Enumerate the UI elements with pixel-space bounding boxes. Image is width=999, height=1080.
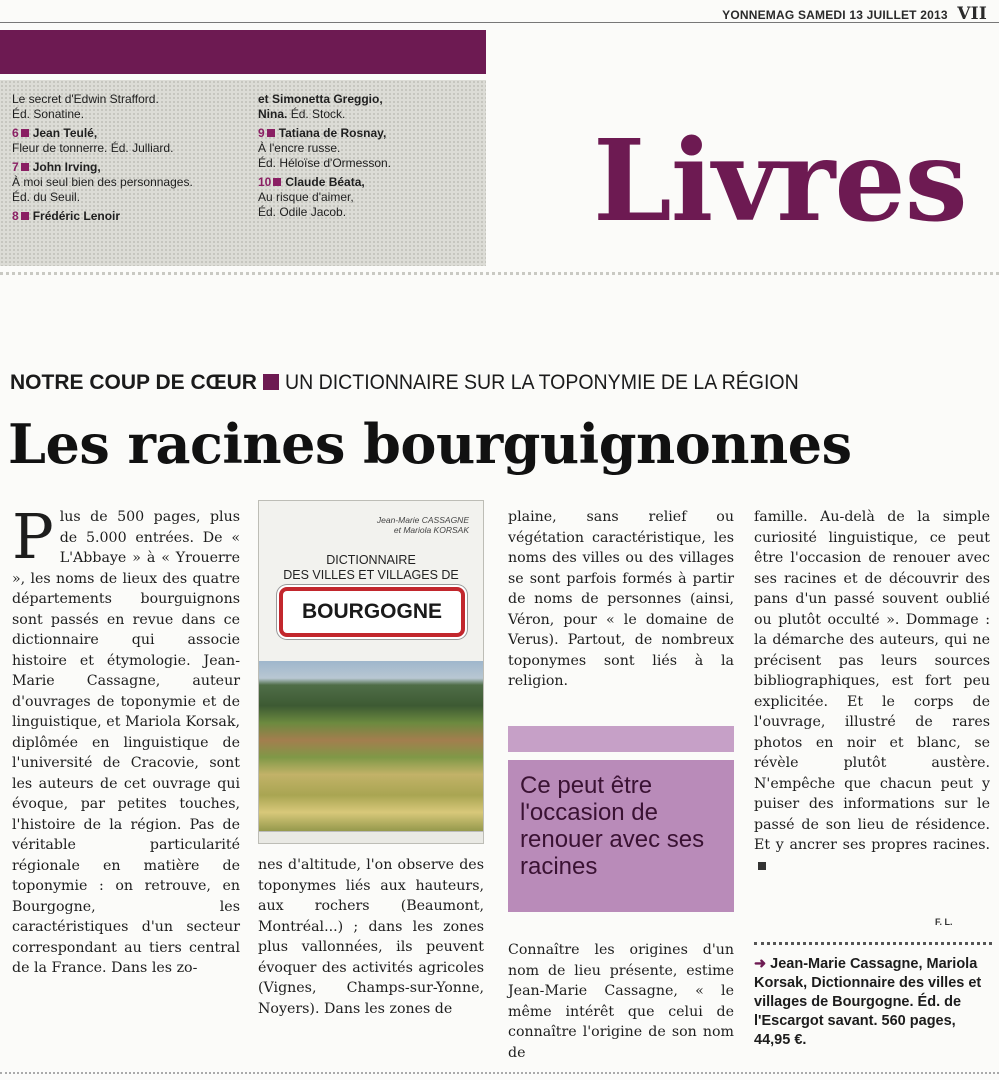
bestseller-rank: 7 (12, 160, 19, 174)
cover-footer-strip (259, 831, 484, 843)
bestseller-publisher: Éd. Julliard. (110, 141, 174, 155)
bestseller-entry (12, 209, 242, 224)
bestseller-column-2 (258, 92, 480, 224)
article-column-2: nes d'altitude, l'on observe des toponymes liés aux hauteurs, aux rochers (Beaumont, Montréal...) ; dans les zones plus vallonnées, ils peuvent évoquer des activités agricoles (Vignes, Champs-sur-Yonne, Noyers). Dans les zones de (258, 857, 484, 1017)
book-cover-title (259, 553, 483, 583)
bestseller-column-1 (12, 92, 242, 228)
bestseller-author: Claude Béata, (285, 175, 365, 189)
bestseller-title: À l'encre russe. (258, 141, 341, 155)
article-text: famille. Au-delà de la simple curiosité linguistique, ce peut être l'occasion de renouer avec ses racines et de découvrir des pans d'un passé souvent oublié ou plutôt occulté ». Dommage : la démarche des auteurs, qui ne précisent pas leurs sources bibliographiques, est fort peu explicitée. Et le corps de l'ouvrage, illustré de rares photos en noir et blanc, se révèle plutôt austère. N'empêche que chacun peut y puiser des informations sur le passé de son lieu de résidence. Et y ancrer ses propres racines. (754, 509, 990, 853)
pullquote-strip (508, 726, 734, 752)
section-color-bar (0, 30, 486, 74)
kicker-square-icon (263, 374, 279, 390)
running-header (722, 4, 987, 24)
rank-square-icon (21, 129, 29, 137)
bestseller-entry (258, 126, 480, 171)
section-title: Livres (593, 116, 967, 247)
bestseller-author: John Irving, (32, 160, 101, 174)
article-headline: Les racines bourguignonnes (8, 412, 852, 476)
bestseller-rank: 10 (258, 175, 272, 189)
bestseller-entry (12, 160, 242, 205)
bestseller-box (0, 80, 486, 266)
bestseller-entry (258, 92, 480, 122)
book-credit (754, 955, 992, 1050)
publication-name: YONNEMAG (722, 8, 795, 22)
article-column-4 (754, 507, 990, 876)
bestseller-author: Frédéric Lenoir (32, 209, 121, 223)
bestseller-title: Fleur de tonnerre. (12, 141, 108, 155)
book-cover-authors (377, 515, 469, 535)
bestseller-entry (12, 126, 242, 156)
bestseller-publisher: Éd. Héloïse d'Ormesson. (258, 156, 392, 170)
cover-author-1: Jean-Marie CASSAGNE (376, 515, 469, 525)
header-rule (0, 22, 999, 23)
cover-title-line-2: DES VILLES ET VILLAGES DE (283, 568, 459, 582)
bestseller-title: Le secret d'Edwin Strafford. (12, 92, 159, 106)
bestseller-publisher: Éd. Odile Jacob. (258, 205, 347, 219)
bestseller-title: Au risque d'aimer, (258, 190, 354, 204)
bestseller-rank: 8 (12, 209, 19, 223)
arrow-right-icon: ➜ (754, 956, 767, 972)
credit-text: Jean-Marie Cassagne, Mariola Korsak, Dictionnaire des villes et villages de Bourgogne. Éd. de l'Escargot savant. 560 pages, 44,95 €. (754, 956, 982, 1048)
town-sign-graphic: BOURGOGNE (279, 587, 465, 637)
article-column-1 (12, 500, 240, 979)
end-mark-icon (758, 862, 766, 870)
article-kicker (10, 371, 837, 395)
page-number: VII (957, 4, 987, 24)
bestseller-entry (258, 175, 480, 220)
bestseller-rank: 9 (258, 126, 265, 140)
drop-cap: P (12, 500, 54, 573)
issue-date: SAMEDI 13 JUILLET 2013 (797, 8, 948, 22)
page-bottom-rule (0, 1072, 999, 1074)
bestseller-author: Jean Teulé, (32, 126, 98, 140)
article-column-3-continued: Connaître les origines d'un nom de lieu présente, estime Jean-Marie Cassagne, « le même intérêt que celui de connaître l'origine de son nom de (508, 942, 734, 1061)
rank-square-icon (267, 129, 275, 137)
article-column-3: plaine, sans relief ou végétation caractéristique, les noms des villes ou des villages se sont parfois formés à partir de noms de personnes (ainsi, Véron, pour « le domaine de Verus). Partout, de nombreux toponymes sont liés à la religion. (508, 509, 734, 689)
bestseller-publisher: Éd. Sonatine. (12, 107, 85, 121)
bestseller-title: À moi seul bien des personnages. (12, 175, 193, 189)
rank-square-icon (21, 212, 29, 220)
bestseller-author: et Simonetta Greggio, (258, 92, 383, 106)
bestseller-title: Nina. (258, 107, 288, 121)
kicker-text: UN DICTIONNAIRE SUR LA TOPONYMIE DE LA RÉGION (284, 371, 799, 394)
cover-author-2: et Mariola KORSAK (393, 525, 469, 535)
rank-square-icon (273, 178, 281, 186)
bestseller-publisher: Éd. du Seuil. (12, 190, 81, 204)
cover-title-line-1: DICTIONNAIRE (326, 553, 416, 567)
kicker-label: NOTRE COUP DE CŒUR (10, 371, 257, 394)
section-divider (0, 272, 999, 275)
landscape-photo (259, 661, 484, 833)
author-signature: F. L. (935, 917, 953, 927)
bestseller-entry (12, 92, 242, 122)
pullquote-box (508, 760, 734, 912)
credit-divider (754, 942, 992, 945)
pullquote-text: Ce peut être l'occasion de renouer avec ses racines (520, 772, 705, 880)
book-cover-image (258, 500, 484, 844)
bestseller-rank: 6 (12, 126, 19, 140)
article-text: lus de 500 pages, plus de 5.000 entrées. De « L'Abbaye » à « Yrouerre », les noms de lieux des quatre départements bourguignons sont passés en revue dans ce dictionnaire qui associe histoire et étymologie. Jean-Marie Cassagne, auteur d'ouvrages de toponymie et de linguistique, et Mariola Korsak, diplômée en linguistique de l'université de Cracovie, sont les auteurs de cet ouvrage qui évoque, par petites touches, l'histoire de la région. Pas de véritable particularité régionale en matière de toponymie : on retrouve, en Bourgogne, les caractéristiques d'un secteur correspondant au tiers central de la France. Dans les zo- (12, 509, 240, 976)
rank-square-icon (21, 163, 29, 171)
bestseller-author: Tatiana de Rosnay, (278, 126, 387, 140)
bestseller-publisher: Éd. Stock. (290, 107, 346, 121)
